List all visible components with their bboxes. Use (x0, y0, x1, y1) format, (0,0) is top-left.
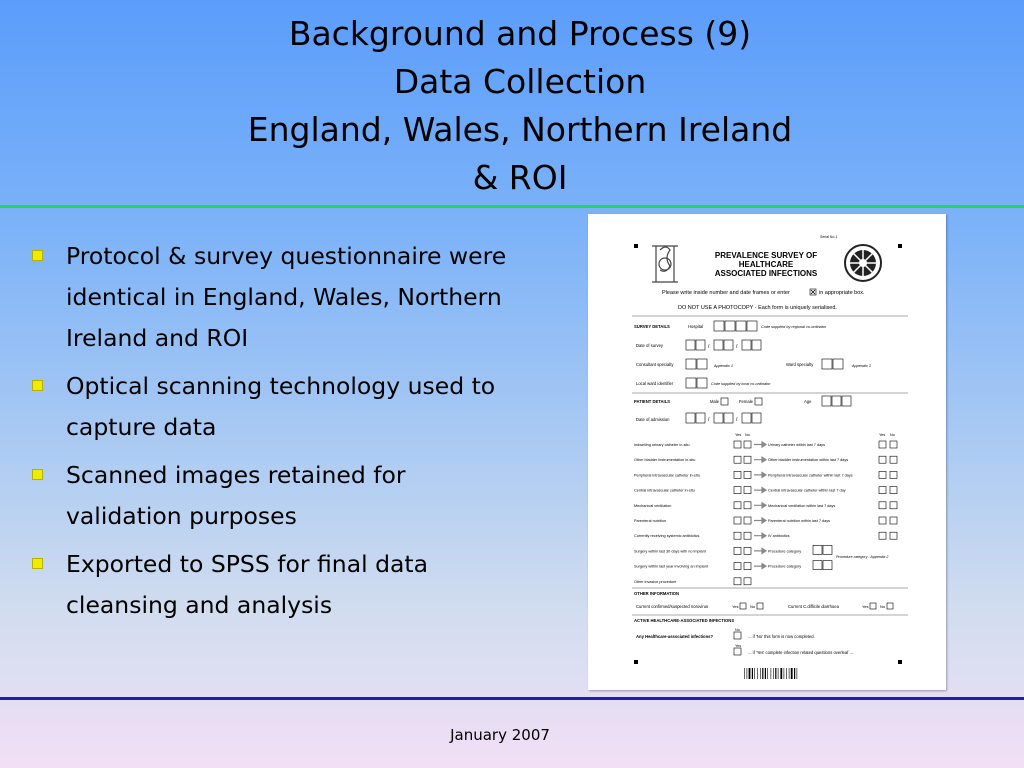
local-ward-label: Local ward identifier (636, 381, 674, 386)
question-right-label: Procedure category (768, 564, 802, 569)
norovirus-no: No (750, 604, 756, 609)
question-left-label: Parenteral nutrition (634, 519, 667, 523)
bullet-square-icon (32, 558, 43, 569)
bullet-item (30, 544, 510, 626)
question-row (634, 561, 832, 570)
question-left-label: Mechanical ventilation (634, 503, 672, 508)
male-label: Male (710, 399, 720, 404)
hai-yes-header: Yes (735, 644, 742, 648)
title-line-3: England, Wales, Northern Ireland (247, 110, 793, 149)
survey-form-drawing (588, 214, 946, 690)
survey-details-label: SURVEY DETAILS (634, 324, 670, 329)
barcode-bar (749, 668, 751, 679)
question-row (634, 456, 897, 463)
yes-checkbox-right (879, 441, 886, 448)
yes-checkbox-right (879, 502, 886, 509)
serial-number: Serial No 1 (820, 235, 838, 239)
ward-specialty-boxes (822, 359, 843, 369)
no-checkbox (744, 502, 751, 509)
barcode-bar (791, 668, 793, 679)
barcode-bar (747, 668, 748, 679)
bullet-square-icon (32, 469, 43, 480)
barcode-bar (754, 668, 755, 679)
arrow-right-icon (754, 533, 766, 538)
yes-checkbox (734, 532, 741, 539)
barcode-bar (775, 668, 776, 679)
barcode-bar (771, 668, 772, 679)
yes-checkbox (734, 517, 741, 524)
arrow-right-icon (754, 518, 766, 523)
ward-specialty-label: Ward specialty (786, 362, 814, 367)
arrow-right-icon (754, 488, 766, 493)
norovirus-no-box (757, 603, 763, 609)
bullet-item (30, 366, 510, 448)
no-checkbox-right (890, 487, 897, 494)
no-checkbox-right (890, 456, 897, 463)
form-heading-line1: PREVALENCE SURVEY OF (714, 251, 818, 260)
footer-divider (0, 697, 1024, 700)
question-row (634, 517, 897, 524)
no-checkbox (744, 471, 751, 478)
survey-form-image (588, 214, 946, 690)
question-left-label: Indwelling urinary catheter in-situ (634, 443, 690, 447)
appendix1-note-ward: Appendix 1 (852, 364, 871, 368)
hai-question: Any Healthcare-associated infections? (636, 634, 714, 639)
arrow-right-icon (754, 503, 766, 508)
barcode-bar (794, 668, 795, 679)
consultant-specialty-boxes (686, 359, 707, 369)
question-left-label: Other bladder instrumentation in-situ (634, 458, 696, 463)
date-of-survey-label: Date of survey (636, 343, 663, 348)
barcode-bar (773, 668, 774, 679)
hai-yes-box (734, 648, 741, 655)
consultant-specialty-label: Consultant specialty (636, 362, 674, 367)
hai-no-header: No (735, 628, 740, 632)
instruction-tail: in appropriate box. (819, 290, 865, 296)
yes-checkbox (734, 502, 741, 509)
hospital-note: Code supplied by regional co-ordinator (761, 325, 827, 329)
barcode-bar (778, 668, 779, 679)
question-right-label: Mechanical ventilation within last 7 days (768, 503, 836, 508)
photocopy-notice: DO NOT USE A PHOTOCOPY - Each form is uniquely serialised. (678, 305, 837, 311)
male-checkbox (721, 398, 728, 405)
admission-date-boxes (686, 413, 761, 423)
form-heading-line2: HEALTHCARE (738, 260, 794, 269)
question-right-label: IV antibiotics (768, 534, 790, 539)
procedure-box (823, 545, 832, 554)
procedure-box (813, 561, 822, 570)
barcode-bar (784, 668, 785, 679)
female-checkbox (755, 398, 762, 405)
cdiff-label: Current C.difficile diarrhoea (788, 604, 839, 609)
cdiff-yes-box (870, 603, 876, 609)
question-right-label: Urinary catheter within last 7 days (768, 443, 825, 447)
local-ward-boxes (686, 378, 707, 388)
question-row (634, 441, 897, 448)
hai-if-no: ... if 'No' this form is now completed. (748, 634, 815, 639)
bullet-text: Scanned images retained for validation purposes (66, 461, 406, 530)
barcode-bar (767, 668, 768, 679)
slide-title (0, 10, 1024, 202)
no-checkbox (744, 517, 751, 524)
question-right-label: Other bladder instrumentation within last 7 days (768, 458, 849, 463)
barcode-bar (780, 668, 782, 679)
crest-logo-icon (652, 246, 678, 282)
norovirus-label: Current confirmed/suspected norovirus (636, 604, 709, 609)
instruction-text: Please write inside number and date frames or enter (662, 290, 790, 296)
no-checkbox-right (890, 517, 897, 524)
no-checkbox (744, 578, 751, 585)
bullet-square-icon (32, 380, 43, 391)
arrow-right-icon (754, 442, 766, 447)
bullet-item (30, 236, 510, 359)
question-left-label: Peripheral intravascular catheter in-situ (634, 473, 700, 478)
yes-header: Yes (735, 433, 742, 437)
question-right-label: Central intravascular catheter within last 7 day (768, 488, 846, 493)
active-hai-label: ACTIVE HEALTHCARE-ASSOCIATED INFECTIONS (634, 618, 735, 623)
no-checkbox (744, 563, 751, 570)
question-row (634, 502, 897, 509)
other-information-label: OTHER INFORMATION (634, 591, 680, 596)
title-line-2: Data Collection (393, 62, 647, 101)
barcode-bar (786, 668, 787, 679)
question-row (634, 487, 897, 494)
question-rows (634, 441, 897, 585)
barcode-bar (760, 668, 761, 679)
hospital-label: Hospital (688, 324, 704, 329)
hai-no-box (734, 632, 741, 639)
no-checkbox (744, 441, 751, 448)
registration-mark (898, 660, 902, 664)
no-checkbox-right (890, 502, 897, 509)
no-header: No (745, 433, 750, 437)
no-checkbox (744, 456, 751, 463)
barcode-bar (744, 668, 745, 679)
patient-details-label: PATIENT DETAILS (634, 399, 671, 404)
yes-checkbox-right (879, 532, 886, 539)
title-line-1: Background and Process (9) (288, 14, 752, 53)
yes-checkbox-right (879, 471, 886, 478)
barcode-bar (797, 668, 798, 679)
procedure-box (823, 561, 832, 570)
yes-checkbox-right (879, 487, 886, 494)
yes-checkbox (734, 563, 741, 570)
title-divider (0, 205, 1024, 208)
procedure-appendix-note: Procedure category - Appendix 2 (836, 555, 889, 559)
appendix1-note: Appendix 1 (714, 364, 733, 368)
yes-checkbox (734, 456, 741, 463)
female-label: Female (739, 399, 753, 404)
barcode (744, 668, 797, 679)
no-checkbox-right (890, 532, 897, 539)
cdiff-no-box (887, 603, 893, 609)
no-checkbox (744, 487, 751, 494)
local-ward-note: Code supplied by local co-ordinator (711, 382, 771, 386)
yes-checkbox (734, 487, 741, 494)
question-right-label: Procedure category (768, 549, 802, 554)
registration-mark (898, 244, 902, 248)
barcode-bar (757, 668, 758, 679)
arrow-right-icon (754, 472, 766, 477)
date-admission-label: Date of admission (636, 417, 670, 422)
yes-checkbox (734, 441, 741, 448)
form-heading-line3: ASSOCIATED INFECTIONS (714, 269, 818, 278)
yes-checkbox (734, 471, 741, 478)
survey-date-boxes (686, 340, 761, 350)
cdiff-yes: Yes (862, 604, 869, 609)
registration-mark (634, 244, 638, 248)
yes-checkbox (734, 547, 741, 554)
arrow-right-icon (754, 548, 766, 553)
wheel-logo-icon (845, 245, 881, 281)
age-label: Age (804, 399, 812, 404)
no-header-right: No (890, 433, 895, 437)
no-checkbox (744, 547, 751, 554)
question-left-label: Other invasive procedure (634, 579, 677, 584)
bullet-square-icon (32, 250, 43, 261)
question-left-label: Surgery within last year involving an implant (634, 564, 708, 569)
question-row (634, 532, 897, 539)
procedure-box (813, 545, 822, 554)
yes-checkbox-right (879, 456, 886, 463)
norovirus-yes: Yes (732, 604, 739, 609)
no-checkbox-right (890, 441, 897, 448)
norovirus-yes-box (740, 603, 746, 609)
barcode-bar (789, 668, 790, 679)
question-row (634, 471, 897, 478)
question-left-label: Central intravascular catheter in-situ (634, 488, 695, 493)
title-line-4: & ROI (472, 158, 568, 197)
date-slash: / (736, 417, 738, 423)
bullet-text: Optical scanning technology used to capture data (66, 372, 496, 441)
question-right-label: Parenteral nutrition within last 7 days (768, 519, 831, 523)
question-row (634, 545, 832, 554)
question-left-label: Surgery within last 30 days with no implant (634, 549, 706, 554)
age-boxes (822, 396, 851, 406)
yes-checkbox (734, 578, 741, 585)
footer-date: January 2007 (450, 726, 550, 744)
question-left-label: Currently receiving systemic antibiotics (634, 534, 700, 539)
bullet-text: Protocol & survey questionnaire were identical in England, Wales, Northern Ireland and ROI (66, 242, 507, 352)
question-right-label: Peripheral intravascular catheter within last 7 days (768, 473, 853, 478)
hai-if-yes: ... if 'Yes' complete infection related questions overleaf ... (748, 650, 854, 655)
bullet-list (30, 236, 510, 633)
bullet-item (30, 455, 510, 537)
yes-header-right: Yes (879, 433, 886, 437)
registration-mark (634, 660, 638, 664)
no-checkbox (744, 532, 751, 539)
bullet-text: Exported to SPSS for final data cleansing and analysis (66, 550, 429, 619)
barcode-bar (762, 668, 763, 679)
question-row (634, 578, 751, 585)
no-checkbox-right (890, 471, 897, 478)
barcode-bar (752, 668, 753, 679)
cdiff-no: No (880, 604, 886, 609)
yes-checkbox-right (879, 517, 886, 524)
hospital-code-boxes (714, 321, 757, 331)
arrow-right-icon (754, 457, 766, 462)
date-slash: / (708, 417, 710, 423)
arrow-right-icon (754, 564, 766, 569)
date-slash: / (708, 344, 710, 350)
date-slash: / (736, 344, 738, 350)
barcode-bar (765, 668, 766, 679)
